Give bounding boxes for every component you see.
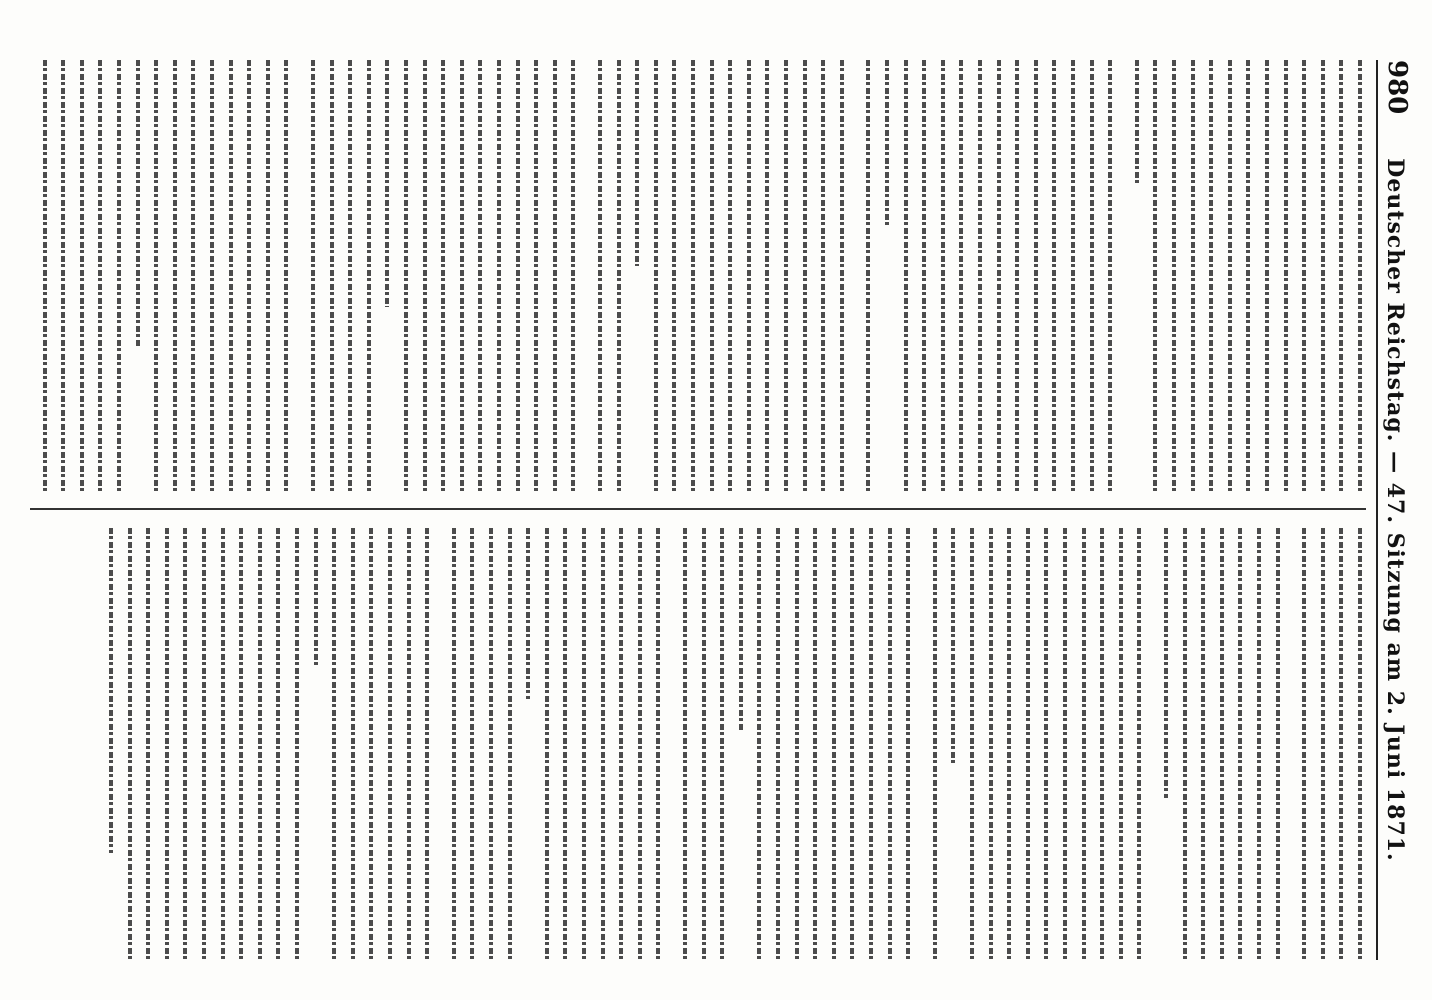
text-line xyxy=(247,60,251,492)
text-line xyxy=(1052,60,1056,492)
text-line xyxy=(1321,60,1325,492)
text-line xyxy=(332,528,336,960)
text-line xyxy=(385,60,389,307)
text-line xyxy=(840,60,844,492)
text-line xyxy=(452,528,456,960)
text-line xyxy=(904,60,908,492)
text-line xyxy=(1339,60,1343,492)
text-line xyxy=(526,528,530,699)
text-line xyxy=(210,60,214,492)
text-line xyxy=(545,528,549,960)
text-line xyxy=(61,60,65,492)
text-line xyxy=(117,60,121,492)
text-line xyxy=(1191,60,1195,492)
text-line xyxy=(803,60,807,492)
text-line xyxy=(795,528,799,960)
text-line xyxy=(978,60,982,492)
text-line xyxy=(109,528,113,853)
text-line xyxy=(146,528,150,960)
text-line xyxy=(191,60,195,492)
text-line xyxy=(563,528,567,960)
text-line xyxy=(1135,60,1139,184)
text-line xyxy=(997,60,1001,492)
text-line xyxy=(553,60,557,492)
text-line xyxy=(933,528,937,960)
text-line xyxy=(330,60,334,492)
text-line xyxy=(311,60,315,492)
text-line xyxy=(1108,60,1112,492)
text-line xyxy=(348,60,352,492)
text-line xyxy=(165,528,169,960)
text-line xyxy=(720,528,724,960)
text-line xyxy=(617,60,621,492)
text-line xyxy=(850,528,854,960)
text-line xyxy=(314,528,318,666)
text-line xyxy=(154,60,158,492)
text-line xyxy=(276,528,280,960)
text-line xyxy=(1015,60,1019,492)
text-line xyxy=(888,528,892,960)
text-line xyxy=(598,60,602,492)
text-line xyxy=(516,60,520,492)
text-line xyxy=(1063,528,1067,960)
text-line xyxy=(1220,528,1224,960)
text-line xyxy=(571,60,575,492)
right-column xyxy=(30,528,1366,960)
text-line xyxy=(951,528,955,765)
text-line xyxy=(757,528,761,960)
text-line xyxy=(388,528,392,960)
text-line xyxy=(1172,60,1176,492)
text-line xyxy=(832,528,836,960)
text-line xyxy=(43,60,47,492)
text-line xyxy=(638,528,642,960)
text-line xyxy=(295,528,299,960)
text-line xyxy=(1284,60,1288,492)
text-line xyxy=(1238,528,1242,960)
text-line xyxy=(906,528,910,960)
text-line xyxy=(173,60,177,492)
text-line xyxy=(470,528,474,960)
text-line xyxy=(601,528,605,960)
page-number: 980 xyxy=(1382,60,1412,115)
text-line xyxy=(1164,528,1168,798)
text-line xyxy=(959,60,963,492)
text-line xyxy=(423,60,427,492)
text-line xyxy=(367,60,371,492)
text-line xyxy=(885,60,889,225)
text-line xyxy=(1339,528,1343,960)
text-line xyxy=(1153,60,1157,492)
text-line xyxy=(672,60,676,492)
text-line xyxy=(739,528,743,732)
text-line xyxy=(1265,60,1269,492)
text-line xyxy=(239,528,243,960)
text-line xyxy=(229,60,233,492)
text-line xyxy=(1007,528,1011,960)
text-line xyxy=(813,528,817,960)
text-line xyxy=(404,60,408,492)
text-line xyxy=(489,528,493,960)
text-line xyxy=(656,528,660,960)
text-line xyxy=(1034,60,1038,492)
page-header xyxy=(1376,60,1418,960)
text-line xyxy=(989,528,993,960)
text-line xyxy=(582,528,586,960)
text-line xyxy=(460,60,464,492)
text-line xyxy=(508,528,512,960)
text-line xyxy=(1358,60,1362,492)
text-line xyxy=(128,528,132,960)
text-line xyxy=(1321,528,1325,960)
text-line xyxy=(728,60,732,492)
text-line xyxy=(691,60,695,492)
text-line xyxy=(478,60,482,492)
text-line xyxy=(202,528,206,960)
text-line xyxy=(1137,528,1141,960)
text-line xyxy=(1082,528,1086,960)
text-line xyxy=(407,528,411,960)
text-line xyxy=(98,60,102,492)
text-line xyxy=(80,60,84,492)
text-line xyxy=(784,60,788,492)
text-line xyxy=(497,60,501,492)
text-line xyxy=(221,528,225,960)
text-line xyxy=(534,60,538,492)
text-line xyxy=(683,528,687,960)
text-line xyxy=(1209,60,1213,492)
text-line xyxy=(284,60,288,492)
text-line xyxy=(702,528,706,960)
page-title: Deutscher Reichstag. — 47. Sitzung am 2. Juni 1871. xyxy=(1382,158,1408,862)
text-line xyxy=(1246,60,1250,492)
text-line xyxy=(136,60,140,348)
text-line xyxy=(1119,528,1123,960)
text-line xyxy=(266,60,270,492)
text-line xyxy=(1026,528,1030,960)
text-line xyxy=(441,60,445,492)
text-line xyxy=(1201,528,1205,960)
left-column xyxy=(30,60,1366,492)
text-line xyxy=(635,60,639,266)
text-line xyxy=(1090,60,1094,492)
text-line xyxy=(710,60,714,492)
text-line xyxy=(425,528,429,960)
text-line xyxy=(747,60,751,492)
text-line xyxy=(351,528,355,960)
text-line xyxy=(1044,528,1048,960)
text-line xyxy=(183,528,187,960)
text-line xyxy=(1358,528,1362,960)
text-line xyxy=(866,60,870,492)
text-line xyxy=(619,528,623,960)
text-line xyxy=(1228,60,1232,492)
text-line xyxy=(1302,60,1306,492)
text-line xyxy=(922,60,926,492)
text-line xyxy=(1302,528,1306,960)
text-line xyxy=(369,528,373,960)
text-line xyxy=(869,528,873,960)
text-line xyxy=(1100,528,1104,960)
text-line xyxy=(821,60,825,492)
text-line xyxy=(258,528,262,960)
column-divider xyxy=(30,508,1366,510)
text-line xyxy=(765,60,769,492)
text-line xyxy=(776,528,780,960)
text-line xyxy=(1257,528,1261,960)
text-line xyxy=(1071,60,1075,492)
text-line xyxy=(941,60,945,492)
text-line xyxy=(970,528,974,960)
text-line xyxy=(1183,528,1187,960)
text-line xyxy=(654,60,658,492)
text-columns xyxy=(30,60,1366,960)
text-line xyxy=(1276,528,1280,960)
